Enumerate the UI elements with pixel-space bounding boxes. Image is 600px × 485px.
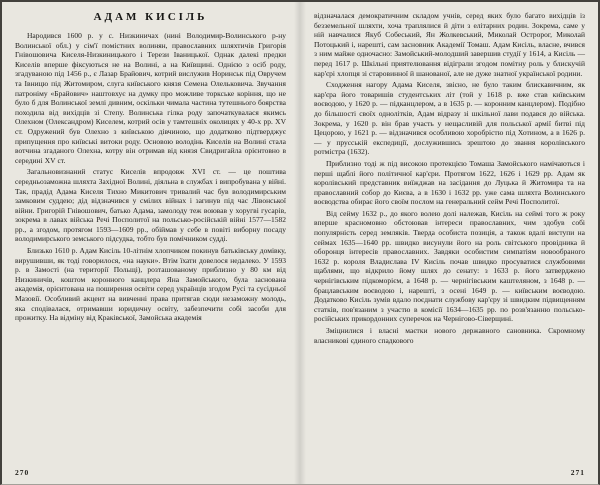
left-page — [2, 2, 294, 484]
left-paragraph-1: Народився 1600 р. у с. Низкиничах (нині Володимир-Волинського р-ну Волинської обл.) у сім'ї помістних волинян, православних шляхтичів Григорія Гнівошовича Киселя-Низкиницького і Терези Іваницької. Однак далекі предки Киселів вперше фіксуються не на Волині, а на Київщині. Однією з осіб роду, згадуваною під 1456 р., є Лазар Брайович, котрий вислужив Норинськ під Овручем та Івницю під Житомиром, слуга київського князя Семена Олельковича. Звучання патроніму «Брайович» наштовхує на думку про можливе торкське коріння, що не було б для Волинської землі дивним, оскільки чимала частина тутешнього боярства походила від вихідців зі Степу. Волинська гілка роду започаткувалася якимсь Олехном (Олександром) Киселем, котрий осів у тамтешніх околицях у 40-х рр. XV ст. Одружений був Олехно з київською дівчиною, що додатково підтверджує припущення про київські витоки роду. Основою володінь Киселів на Волині стала вотчина згаданого Олехна, котру він отримав від князя Свидригайла орієнтовно в середині XV ст. — [15, 31, 286, 165]
right-page — [306, 2, 598, 484]
page-number-left: 270 — [15, 468, 30, 477]
page-number-right: 271 — [570, 468, 585, 477]
right-paragraph-3: Приблизно тоді ж під високою протекцією Томаша Замойського намічаються і перші щаблі його політичної кар'єри. Протягом 1622, 1626 і 1629 рр. Адам як королівський представник виїжджав на засідання до Луцька й Житомира та на православний собор до Києва, а в 1630 і 1632 рр. уже сама шляхта Волинського воєводства обирає його своїм послом на генеральний сейм Речі Посполитої. — [314, 158, 585, 207]
article-title: АДАМ КИСІЛЬ — [93, 11, 208, 23]
left-paragraph-3: Близько 1610 р. Адам Кисіль 10-літнім хлопчиком покинув батьківську домівку, вирушивши, як тоді говорилося, «на науки». Втім їхати довелося недалеко. У 1593 р. в Замості (на території Польщі), розташованому приблизно у 80 км від Низкиничів, коштом коронного канцлера Яна Замойського, була заснована академія, орієнтована на поширення освіти серед українців згодом Русі та сусідньої Мазовії. Особливий акцент на вивченні права притягав сюди незаможну молодь, яка сподівалася, отримавши юридичну освіту, забезпечити собі засоби для прожитку. На відміну від Краківської, Замойська академія — [15, 246, 286, 323]
right-paragraph-5: Зміцнилися і власні маєтки нового державного сановника. Скромному власникові єдиного спадкового — [314, 326, 585, 345]
right-paragraph-1: відзначалася демократичним складом учнів, серед яких було багато вихідців із безземельної шляхти, хоча траплялися й діти з елітарних родин. Зокрема, саме у ній навчалися Якуб Собеський, Ян Жолкевський, Миколай Остророг, Миколай Потоцький і, нарешті, сам засновник Академії Томаш. Адам Кисіль, власне, вчився з ним майже одночасно: Замойський-молодший завершив студії у 1614, а Кисіль — перед 1617 р. Шкільні приятелювання відіграли згодом помітну роль у блискучій кар'єрі хлопця зі старовинної й шанованої, але не дуже знатної української родини. — [314, 11, 585, 78]
page-spread — [2, 2, 598, 484]
left-paragraph-2: Загальновизнаний статус Киселів впродовж XVI ст. — це поштива середньозаможна шляхта Західної Волині, діяльна в службах і випробувана у війні. Так, прадід Адама Киселя Тихно Микитович тривалий час був володимирським замковим суддею; дід відзначився у смілих війнах і загинув під час Лівонської війни. Григорій Гнівошович, батько Адама, замолоду теж воював у хоругві гусарів, зокрема в лавах війська Речі Посполитої на польсько-російській війні 1577—1582 рр., а згодом, протягом 1593—1609 рр., обіймав у себе в повіті виборну посаду володимирського земського підсудка, тобто був помічником судді. — [15, 167, 286, 244]
right-paragraph-2: Сходження нагору Адама Киселя, звісно, не було таким блискавичним, як кар'єра його товаришів студентських літ (той у 1618 р. вже став київським воєводою, у 1620 р. — підканцлером, а в 1635 р. — коронним канцлером). Подібно до більшості своїх однолітків, Адам відразу зі шкільної лави подався до війська. Зокрема, у 1620 р. він брав участь у нещасливій для польської армії битві під Цецорою, у 1621 р. — відзначився особливою хоробрістю під Хотином, а в 1626 р. — у прусській експедиції, дослужившись зрештою до звання королівського ротмістра (1632). — [314, 80, 585, 157]
right-paragraph-4: Від сейму 1632 р., до якого волею долі належав, Кисіль на сеймі того ж року вперше красномовно обстоював інтереси православних, чим здобув собі популярність серед земляків. Тверда особиста позиція, а також вдалі виступи на сеймах 1635—1640 рр. швидко висунули його на роль світського провідника й оборонця інтересів православних. Завдяки особистим симпатіям новообраного 1632 р. короля Владислава IV Кисіль почав швидко просуватися службовими щаблями, що відкрило йому шлях до сенату: з 1633 р. його затверджено чернігівським підкоморієм, а 1648 р. — чернігівським каштеляном, з 1648 р. — брацлавським воєводою і, нарешті, з осені 1649 р. — київським воєводою. Додатково Кисіль зумів вдало поєднати службову кар'єру зі швидким підвищенням статків, пов'язаним з участю в комісії 1634—1635 рр. по розв'язанню польсько-російських прикордонних суперечок на Чернігово-Сіверщині. — [314, 208, 585, 324]
page-gutter — [294, 2, 306, 484]
